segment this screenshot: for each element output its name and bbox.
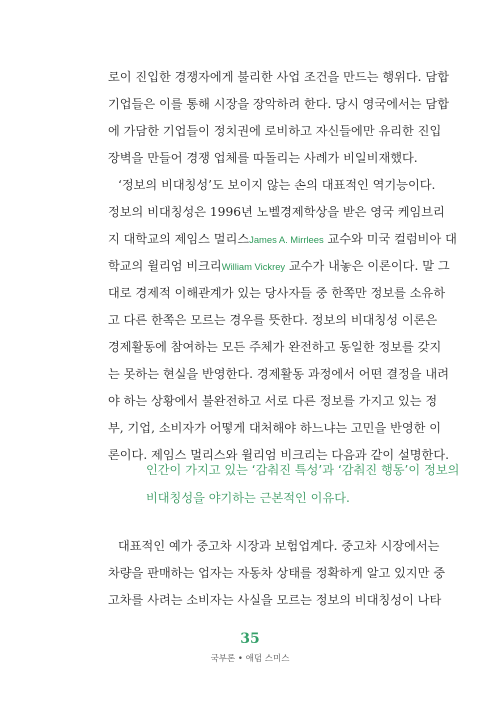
text-line: 정보의 비대칭성은 1996년 노벨경제학상을 받은 영국 케임브리 [108, 205, 445, 219]
text-line-with-name [108, 253, 450, 280]
paragraph-collusion [108, 64, 449, 172]
running-title: 국부론 • 애덤 스미스 [210, 654, 290, 664]
text-line: 경제활동에 참여하는 모든 주체가 완전하고 동일한 정보를 갖지 [108, 340, 442, 354]
text-line: 대로 경제적 이해관계가 있는 당사자들 중 한쪽만 정보를 소유하 [108, 286, 446, 300]
text-line: 로이 진입한 경쟁자에게 불리한 사업 조건을 만드는 행위다. 담합 [108, 70, 449, 84]
quote-line: 인간이 가지고 있는 ‘감춰진 특성’과 ‘감춰진 행동’이 정보의 [146, 463, 460, 477]
text-line: 대표적인 예가 중고차 시장과 보험업계다. 중고차 시장에서는 [118, 539, 440, 553]
text-line: 차량을 판매하는 업자는 자동차 상태를 정확하게 알고 있지만 중 [108, 566, 446, 580]
paragraph-used-car-example [108, 533, 446, 614]
text-line: 기업들은 이를 통해 시장을 장악하려 한다. 당시 영국에서는 담합 [108, 97, 449, 111]
text-segment: 지 대학교의 제임스 멀리스 [108, 232, 250, 246]
text-line: 고 다른 한쪽은 모르는 경우를 뜻한다. 정보의 비대칭성 이론은 [108, 313, 438, 327]
text-segment: 교수와 미국 컬럼비아 대 [323, 232, 457, 246]
text-line: 는 못하는 현실을 반영한다. 경제활동 과정에서 어떤 결정을 내려 [108, 367, 449, 381]
text-line: ‘정보의 비대칭성’도 보이지 않는 손의 대표적인 역기능이다. [118, 178, 436, 192]
highlighted-quote [146, 456, 460, 512]
text-segment: 학교의 윌리엄 비크리 [108, 259, 222, 273]
text-line: 야 하는 상황에서 불완전하고 서로 다른 정보를 가지고 있는 정 [108, 394, 438, 408]
page-number: 35 [240, 631, 260, 647]
text-line: 에 가담한 기업들이 정치권에 로비하고 자신들에만 유리한 진입 [108, 124, 442, 138]
text-line-with-name [108, 226, 457, 253]
text-line: 부, 기업, 소비자가 어떻게 대처해야 하느냐는 고민을 반영한 이 [108, 421, 442, 435]
paragraph-information-asymmetry [108, 172, 457, 469]
text-line: 장벽을 만들어 경쟁 업체를 따돌리는 사례가 비일비재했다. [108, 151, 418, 165]
text-segment: 교수가 내놓은 이론이다. 말 그 [285, 259, 450, 273]
text-line: 고차를 사려는 소비자는 사실을 모르는 정보의 비대칭성이 나타 [108, 593, 442, 607]
text-line: 론이다. 제임스 멀리스와 윌리엄 비크리는 다음과 같이 설명한다. [108, 448, 449, 462]
quote-line: 비대칭성을 야기하는 근본적인 이유다. [146, 491, 350, 505]
english-name-vickrey: William Vickrey [221, 261, 286, 272]
english-name-mirrlees: James A. Mirrlees [249, 234, 324, 245]
